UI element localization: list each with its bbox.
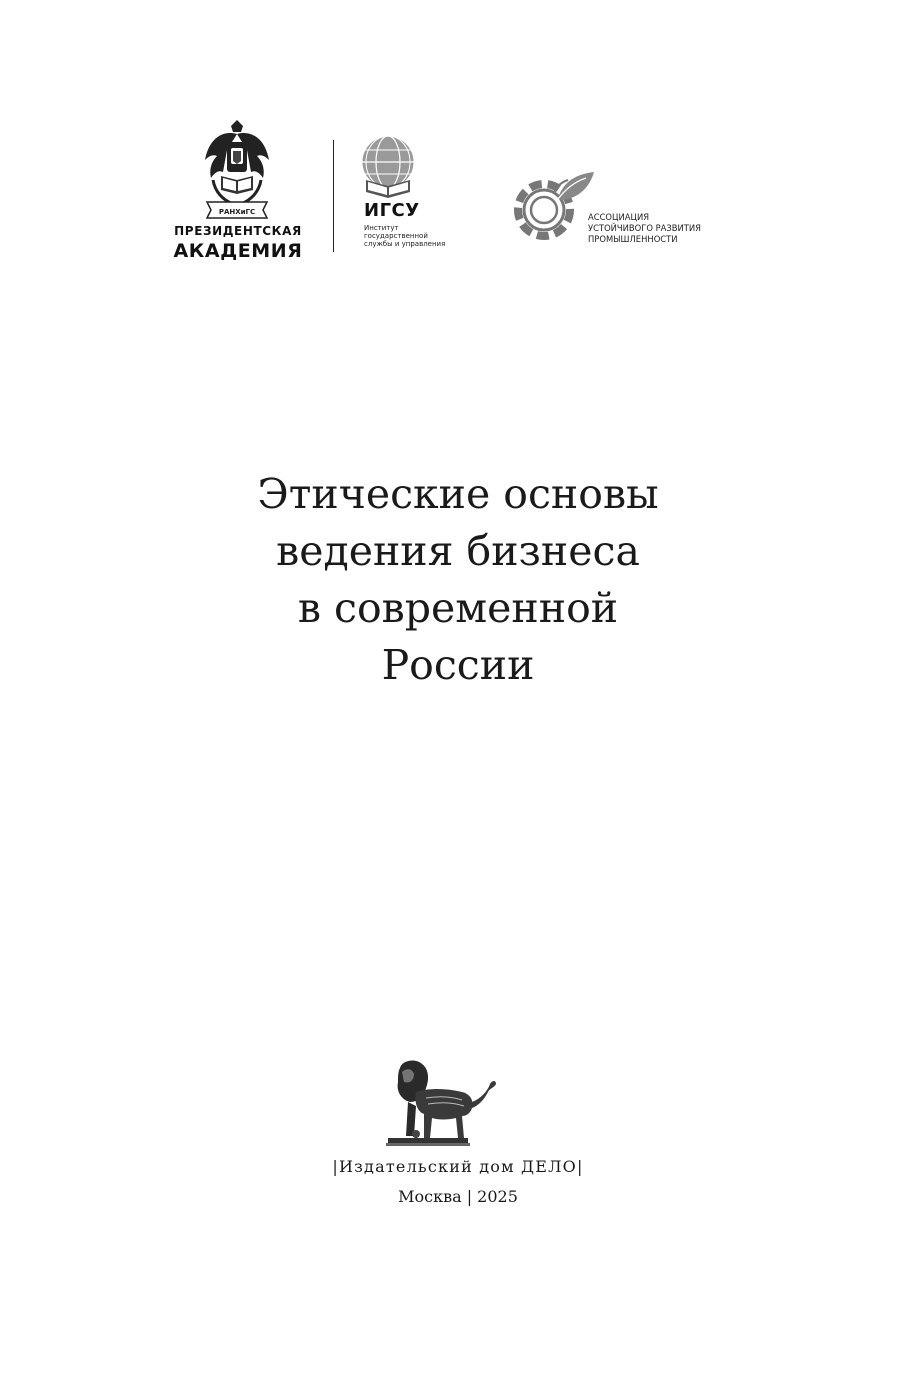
title-line-2: ведения бизнеса	[276, 527, 640, 575]
book-title	[0, 466, 916, 694]
coat-of-arms-icon	[203, 120, 271, 220]
igsu-logo	[358, 134, 468, 254]
place-year: Москва | 2025	[398, 1187, 518, 1206]
ranepa-name-line2: АКАДЕМИЯ	[173, 240, 303, 262]
logo-divider	[333, 140, 334, 252]
aurp-logo	[506, 168, 706, 252]
title-line-4: России	[381, 641, 535, 689]
aurp-name-line2: УСТОЙЧИВОГО РАЗВИТИЯ	[588, 223, 701, 233]
igsu-subtitle-line1: Институт	[364, 224, 399, 232]
ranepa-ribbon-text: РАНХиГС	[218, 208, 256, 216]
gear-leaf-icon	[506, 168, 598, 252]
igsu-name: ИГСУ	[364, 200, 420, 221]
globe-book-icon	[358, 134, 424, 200]
title-line-3: в современной	[297, 584, 619, 632]
aurp-name-line3: ПРОМЫШЛЕННОСТИ	[588, 234, 678, 244]
logo-row	[0, 120, 916, 270]
publisher-name: |Издательский дом ДЕЛО|	[332, 1157, 584, 1176]
aurp-name-line1: АССОЦИАЦИЯ	[588, 212, 650, 222]
ranepa-name-line1: ПРЕЗИДЕНТСКАЯ	[174, 224, 302, 238]
igsu-subtitle	[364, 224, 474, 248]
ranepa-logo	[168, 120, 308, 268]
igsu-subtitle-line2: государственной	[364, 232, 428, 240]
title-line-1: Этические основы	[257, 470, 659, 518]
aurp-name	[588, 212, 718, 245]
lion-icon	[386, 1058, 500, 1148]
igsu-subtitle-line3: службы и управления	[364, 240, 446, 248]
